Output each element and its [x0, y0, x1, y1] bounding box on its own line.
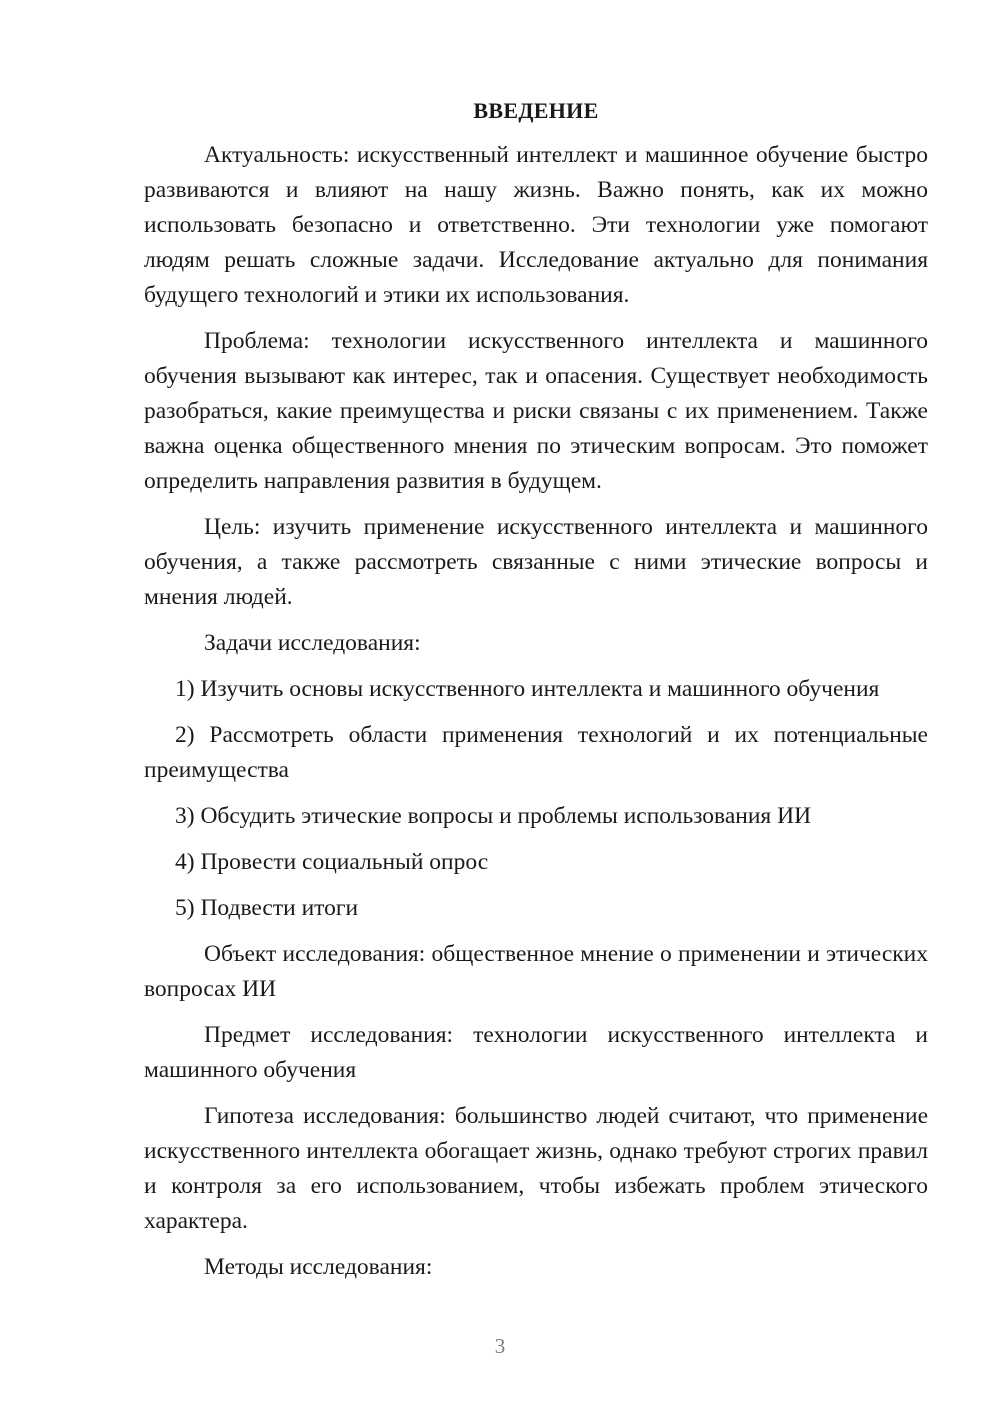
hypothesis-paragraph: Гипотеза исследования: большинство людей считают, что применение искусственного интеллекта обогащает жизнь, однако требуют строгих правил и контроля за его использованием, чтобы избежать проблем этического характера.: [144, 1103, 928, 1234]
page-content: [144, 98, 928, 1296]
section-title: ВВЕДЕНИЕ: [473, 98, 599, 123]
problem-paragraph: Проблема: технологии искусственного интеллекта и машинного обучения вызывают как интерес, так и опасения. Существует необходимость разобраться, какие преимущества и риски связаны с их применением. Также важна оценка общественного мнения по этическим вопросам. Это поможет определить направления развития в будущем.: [144, 328, 928, 494]
task-item-2: 2) Рассмотреть области применения технологий и их потенциальные преимущества: [144, 722, 928, 783]
relevance-paragraph: Актуальность: искусственный интеллект и машинное обучение быстро развиваются и влияют на нашу жизнь. Важно понять, как их можно использовать безопасно и ответственно. Эти технологии уже помогают людям решать сложные задачи. Исследование актуально для понимания будущего технологий и этики их использования.: [144, 142, 928, 308]
tasks-heading: Задачи исследования:: [204, 630, 421, 656]
subject-paragraph: Предмет исследования: технологии искусственного интеллекта и машинного обучения: [144, 1022, 928, 1083]
task-item-3: 3) Обсудить этические вопросы и проблемы использования ИИ: [175, 803, 812, 829]
object-paragraph: Объект исследования: общественное мнение о применении и этических вопросах ИИ: [144, 941, 928, 1002]
methods-heading: Методы исследования:: [204, 1254, 433, 1280]
task-item-1: 1) Изучить основы искусственного интеллекта и машинного обучения: [175, 676, 880, 702]
task-item-4: 4) Провести социальный опрос: [175, 849, 489, 875]
page-number: 3: [494, 1334, 506, 1358]
goal-paragraph: Цель: изучить применение искусственного интеллекта и машинного обучения, а также рассмотреть связанные с ними этические вопросы и мнения людей.: [144, 514, 928, 610]
task-item-5: 5) Подвести итоги: [175, 895, 359, 921]
